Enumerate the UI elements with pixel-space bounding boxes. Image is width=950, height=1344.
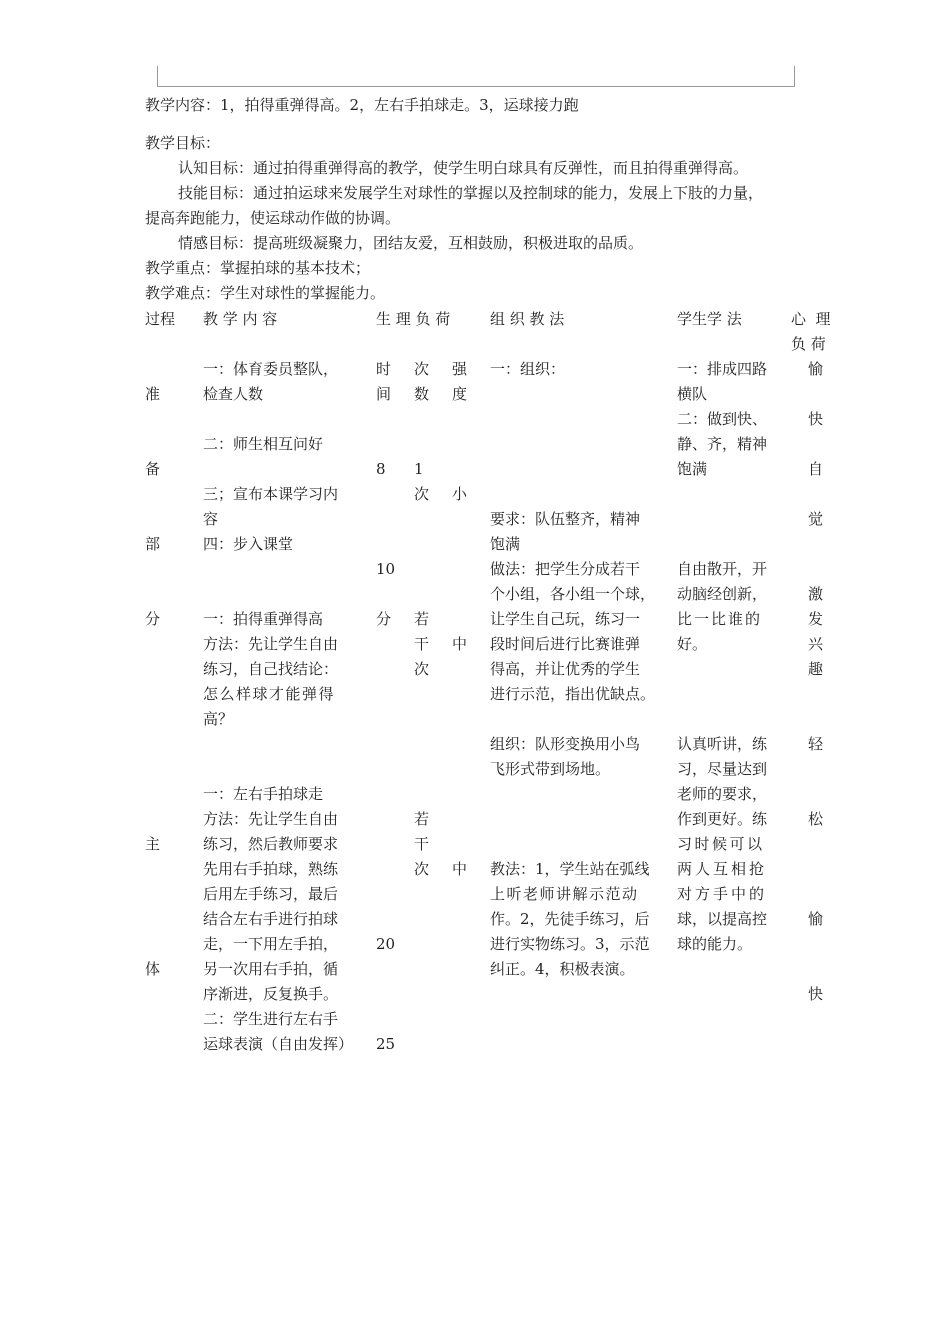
process-ti: 体	[145, 960, 161, 978]
physio-count-a: 次	[414, 360, 430, 378]
org-high-3: 让学生自己玩，练习一	[490, 610, 641, 628]
physio-lr-intensity: 中	[452, 860, 468, 878]
org-prep-req-1: 要求：队伍整齐，精神	[490, 510, 641, 528]
physio-prep-intensity: 小	[452, 485, 468, 503]
content-lr-7: 走，一下用左手拍，	[203, 935, 339, 953]
student-prep-2: 横队	[677, 385, 708, 403]
physio-high-intensity: 中	[452, 635, 468, 653]
psych-4: 觉	[808, 510, 824, 528]
physio-high-count-3: 次	[414, 660, 430, 678]
student-lr-1: 认真听讲，练	[677, 735, 768, 753]
psych-6: 发	[808, 610, 824, 628]
student-lr-8: 球，以提高控	[677, 910, 768, 928]
student-prep-4: 静、齐，精神	[677, 435, 768, 453]
psych-11: 愉	[808, 910, 824, 928]
student-lr-6: 两人互相抢	[677, 860, 768, 878]
header-physio: 生 理 负 荷	[376, 310, 451, 328]
org-method-4: 进行实物练习。3，示范	[490, 935, 650, 953]
student-lr-2: 习，尽量达到	[677, 760, 768, 778]
psych-1: 愉	[808, 360, 824, 378]
physio-lr-count-2: 干	[414, 835, 430, 853]
content-lr-5: 后用左手练习，最后	[203, 885, 339, 903]
org-prep: 一：组织：	[490, 360, 566, 378]
process-bu: 部	[145, 535, 161, 553]
student-high-3: 比一比谁的	[677, 610, 763, 628]
physio-high-count-1: 若	[414, 610, 430, 628]
student-lr-7: 对方手中的	[677, 885, 768, 903]
process-zhu: 主	[145, 835, 161, 853]
teaching-content: 教学内容：1，拍得重弹得高。2，左右手拍球走。3，运球接力跑	[145, 96, 579, 114]
content-prep-1b: 检查人数	[203, 385, 264, 403]
content-lr-1: 一：左右手拍球走	[203, 785, 324, 803]
content-prep-3a: 三；宣布本课学习内	[203, 485, 339, 503]
goals-title: 教学目标：	[145, 134, 221, 152]
physio-intensity-b: 度	[452, 385, 468, 403]
header-psych-2: 负 荷	[791, 335, 826, 353]
physio-time-b: 间	[376, 385, 392, 403]
psych-9: 轻	[808, 735, 824, 753]
student-prep-5: 饱满	[677, 460, 708, 478]
physio-count-b: 数	[414, 385, 430, 403]
student-prep-1: 一：排成四路	[677, 360, 768, 378]
header-content: 教 学 内 容	[203, 310, 278, 328]
emotion-goal: 情感目标：提高班级凝聚力，团结友爱，互相鼓励，积极进取的品质。	[178, 234, 644, 252]
content-lr-8: 另一次用右手拍，循	[203, 960, 339, 978]
physio-prep-count-unit: 次	[414, 485, 430, 503]
psych-12: 快	[808, 985, 824, 1003]
physio-prep-count: 1	[414, 460, 424, 478]
org-form-2: 飞形式带到场地。	[490, 760, 611, 778]
key-point: 教学重点：掌握拍球的基本技术；	[145, 259, 371, 277]
top-box-frame	[157, 66, 795, 87]
org-high-6: 进行示范，指出优缺点。	[490, 685, 656, 703]
process-zhun: 准	[145, 385, 161, 403]
skill-goal-line2: 提高奔跑能力，使运球动作做的协调。	[145, 209, 401, 227]
org-high-4: 段时间后进行比赛谁弹	[490, 635, 641, 653]
physio-high-count-2: 干	[414, 635, 430, 653]
physio-lr-count-3: 次	[414, 860, 430, 878]
physio-intensity-a: 强	[452, 360, 468, 378]
physio-time-a: 时	[376, 360, 392, 378]
psych-7: 兴	[808, 635, 824, 653]
content-lr-3: 练习，然后教师要求	[203, 835, 339, 853]
student-lr-4: 作到更好。练	[677, 810, 768, 828]
header-process: 过程	[145, 310, 176, 328]
student-prep-3: 二：做到快、	[677, 410, 768, 428]
student-lr-5: 习时候可以	[677, 835, 765, 853]
org-high-5: 得高，并让优秀的学生	[490, 660, 641, 678]
org-high-2: 个小组，各小组一个球，	[490, 585, 656, 603]
psych-2: 快	[808, 410, 824, 428]
content-show-2: 运球表演（自由发挥）	[203, 1035, 354, 1053]
org-method-2: 上听老师讲解示范动	[490, 885, 639, 903]
process-bei: 备	[145, 460, 161, 478]
physio-prep-time: 8	[376, 460, 386, 478]
student-high-1: 自由散开，开	[677, 560, 768, 578]
content-lr-2: 方法：先让学生自由	[203, 810, 339, 828]
skill-goal-line1: 技能目标：通过拍运球来发展学生对球性的掌握以及控制球的能力，发展上下肢的力量，	[178, 184, 764, 202]
org-method-3: 作。2，先徒手练习，后	[490, 910, 650, 928]
physio-show-time: 25	[376, 1035, 396, 1053]
process-fen: 分	[145, 610, 161, 628]
content-high-5: 高？	[203, 710, 234, 728]
header-student: 学生学 法	[677, 310, 742, 328]
org-prep-req-2: 饱满	[490, 535, 521, 553]
content-prep-2: 二：师生相互问好	[203, 435, 324, 453]
content-lr-6: 结合左右手进行拍球	[203, 910, 339, 928]
psych-3: 自	[808, 460, 824, 478]
content-high-2: 方法：先让学生自由	[203, 635, 339, 653]
physio-high-time-unit: 分	[376, 610, 392, 628]
content-high-4: 怎么样球才能弹得	[203, 685, 336, 703]
content-prep-3b: 容	[203, 510, 219, 528]
content-show-1: 二：学生进行左右手	[203, 1010, 339, 1028]
psych-8: 趣	[808, 660, 824, 678]
content-high-3: 练习，自己找结论：	[203, 660, 339, 678]
psych-10: 松	[808, 810, 824, 828]
header-org: 组 织 教 法	[490, 310, 565, 328]
physio-lr-time: 20	[376, 935, 396, 953]
psych-5: 激	[808, 585, 824, 603]
student-lr-9: 球的能力。	[677, 935, 753, 953]
content-high-1: 一：拍得重弹得高	[203, 610, 324, 628]
header-psych: 心 理	[791, 310, 831, 328]
cognitive-goal: 认知目标：通过拍得重弹得高的教学，使学生明白球具有反弹性，而且拍得重弹得高。	[178, 159, 749, 177]
content-lr-9: 序渐进，反复换手。	[203, 985, 339, 1003]
student-high-4: 好。	[677, 635, 708, 653]
physio-lr-count-1: 若	[414, 810, 430, 828]
student-high-2: 动脑经创新，	[677, 585, 768, 603]
student-lr-3: 老师的要求，	[677, 785, 768, 803]
content-prep-1a: 一：体育委员整队，	[203, 360, 339, 378]
org-method-5: 纠正。4，积极表演。	[490, 960, 635, 978]
content-lr-4: 先用右手拍球，熟练	[203, 860, 339, 878]
org-method-1: 教法：1，学生站在弧线	[490, 860, 650, 878]
physio-high-time: 10	[376, 560, 396, 578]
org-form-1: 组织：队形变换用小鸟	[490, 735, 641, 753]
difficulty: 教学难点：学生对球性的掌握能力。	[145, 284, 386, 302]
content-prep-4: 四：步入课堂	[203, 535, 294, 553]
org-high-1: 做法：把学生分成若干	[490, 560, 641, 578]
